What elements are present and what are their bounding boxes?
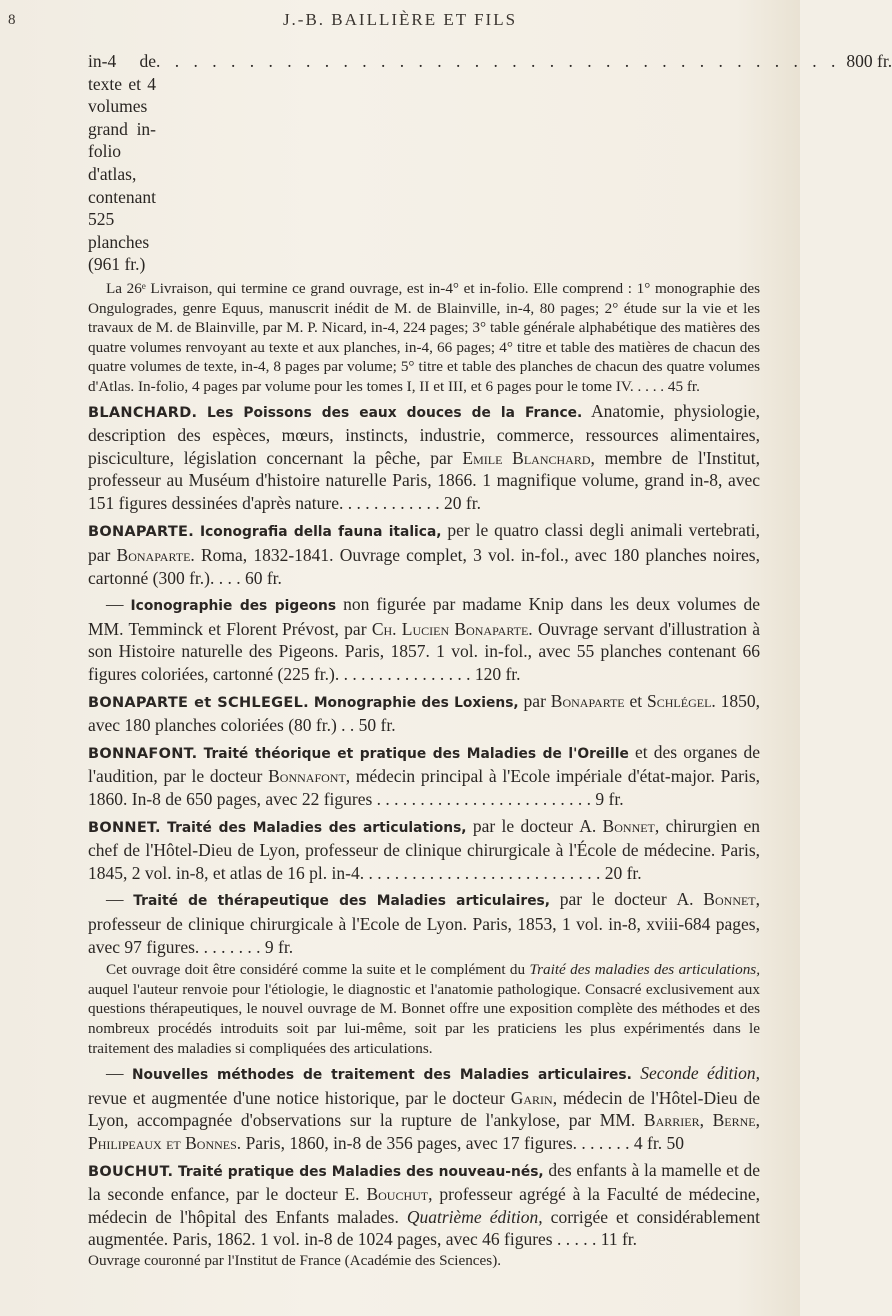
- entry-price: 800 fr.: [846, 51, 892, 71]
- entry-author-name: A. Bonnet,: [579, 815, 660, 836]
- entry-title: Traité des Maladies des articulations,: [167, 819, 467, 836]
- entry-price: 50 fr.: [358, 715, 396, 736]
- entry-author: BONNAFONT.: [88, 745, 198, 762]
- entry-note-price: 45 fr.: [667, 377, 700, 395]
- entry-author-name: Schlégel.: [647, 690, 716, 711]
- entry-title: Monographie des Loxiens,: [313, 694, 519, 711]
- entry-title: Nouvelles méthodes de traitement des Maladies articulaires.: [131, 1067, 632, 1084]
- entry-title: Traité de thérapeutique des Maladies articulaires,: [133, 893, 551, 910]
- entry-price: 20 fr.: [444, 492, 481, 513]
- entry-author-names: Barrier, Berne, Philipeaux et Bonnes.: [88, 1110, 760, 1153]
- running-head: J.-B. BAILLIÈRE ET FILS: [282, 10, 518, 29]
- entry-author: BONNET.: [88, 819, 161, 836]
- entry-author-name: Garin,: [510, 1087, 558, 1108]
- entry-price: 9 fr.: [264, 936, 294, 957]
- entry-author-name: Bonnafont,: [268, 766, 351, 787]
- entry-price: 60 fr.: [244, 567, 282, 588]
- entry-bouchut: BOUCHUT. Traité pratique des Maladies des nouveau-nés, des enfants à la mamelle et de la seconde enfance, par le docteur E. Bouchut, professeur agrégé à la Faculté de médecine, médecin de l'hôpital des Enfants malades. Quatrième édition, corrigée et considérablement augmentée. Paris, 1862. 1 vol. in-8 de 1024 pages, avec 46 figures . . . . . 11 fr.: [88, 1159, 761, 1250]
- entry-edition: Quatrième édition,: [406, 1206, 543, 1227]
- entry-title: Iconographie des pigeons: [130, 598, 337, 615]
- entry-bonnafont: BONNAFONT. Traité théorique et pratique des Maladies de l'Oreille et des organes de l'audition, par le docteur Bonnafont, médecin principal à l'Ecole impériale d'état-major. Paris, 1860. In-8 de 650 pages, avec 22 figures . . . . . . . . . . . . . . . . . . . . . . . . . 9 fr.: [88, 741, 761, 809]
- entry-price: 9 fr.: [595, 789, 624, 809]
- entry-bonaparte: BONAPARTE. Iconografia della fauna italica, per le quatro classi degli animali vertebrati, par Bonaparte. Roma, 1832-1841. Ouvrage complet, 3 vol. in-fol., avec 180 planches noires, cartonné (300 fr.). . . . 60 fr.: [88, 520, 760, 588]
- entry-author-name: Emile Blanchard,: [462, 447, 595, 468]
- entry-price: 11 fr.: [600, 1229, 638, 1250]
- entry-bonnet-therapeutique: — Traité de thérapeutique des Maladies articulaires, par le docteur A. Bonnet, professeur de clinique chirurgicale à l'Ecole de Lyon. Paris, 1853, 1 vol. in-8, xviii-684 pages, avec 97 figures. . . . . . . . 9 fr.: [88, 889, 761, 957]
- page-number: 8: [8, 12, 16, 28]
- entry-bonaparte-schlegel: BONAPARTE et SCHLEGEL. Monographie des Loxiens, par Bonaparte et Schlégel. 1850, avec 180 planches coloriées (80 fr.) . . 50 fr.: [88, 690, 761, 736]
- entry-pigeons: — Iconographie des pigeons non figurée par madame Knip dans les deux volumes de MM. Temminck et Florent Prévost, par Ch. Lucien Bonaparte. Ouvrage servant d'illustration à son Histoire naturelle des Pigeons. Paris, 1857. 1 vol. in-fol., avec 55 planches contenant 66 figures coloriées, cartonné (225 fr.). . . . . . . . . . . . . . . . 120 fr.: [88, 594, 761, 685]
- entry-title: Traité pratique des Maladies des nouveau-nés,: [177, 1163, 544, 1180]
- catalogue-entries: [88, 50, 892, 1270]
- entry-author-name: Bonaparte.: [116, 545, 195, 566]
- entry-author: BLANCHARD.: [88, 404, 198, 421]
- entry-title: Traité théorique et pratique des Maladies de l'Oreille: [203, 745, 629, 762]
- entry-title: Iconografia della fauna italica,: [199, 524, 442, 541]
- entry-author: BONAPARTE et SCHLEGEL.: [88, 694, 309, 711]
- entry-price: 20 fr.: [604, 862, 642, 883]
- entry-note: Cet ouvrage doit être considéré comme la suite et le complément du Traité des maladies des articulations, auquel l'auteur renvoie pour l'étiologie, le diagnostic et l'anatomie pathologique. Consacré exclusivement aux questions thérapeutiques, le nouvel ouvrage de M. Bonnet offre une exposition complète des méthodes et des nombreux procédés introduits soit par lui-même, soit par les praticiens les plus expérimentés dans le traitement des maladies si compliquées des articulations.: [88, 961, 761, 1057]
- entry-author-name: Bonaparte: [550, 690, 625, 711]
- page-header: [0, 6, 800, 36]
- entry-text: in-4 de texte et 4 volumes grand in-folio d'atlas, contenant 525 planches (961 fr.): [88, 51, 157, 275]
- entry-note: Ouvrage couronné par l'Institut de France (Académie des Sciences).: [88, 1251, 502, 1269]
- entry-note: La 26ᵉ Livraison, qui termine ce grand ouvrage, est in-4° et in-folio. Elle comprend : 1° monographie des Ongulogrades, genre Equus, manuscrit inédit de M. de Blainville, in-4, 80 pages; 2° étude sur la vie et les travaux de M. de Blainville, par M. P. Nicard, in-4, 224 pages; 3° table générale alphabétique des matières des quatre volumes renvoyant au texte et aux planches, in-4, 66 pages; 4° titre et table des matières de chacun des quatre volumes de texte, in-4, 8 pages par volume; 5° titre et table des planches de chacun des quatre volumes d'Atlas. In-folio, 4 pages par volume pour les tomes I, II et III, et 6 pages pour le tome IV. . . . . 45 fr.: [88, 279, 760, 395]
- entry-nouvelles-methodes: — Nouvelles méthodes de traitement des Maladies articulaires. Seconde édition, revue et augmentée d'une notice historique, par le docteur Garin, médecin de l'Hôtel-Dieu de Lyon, accompagnée d'observations sur la rupture de l'ankylose, par MM. Barrier, Berne, Philipeaux et Bonnes. Paris, 1860, in-8 de 356 pages, avec 17 figures. . . . . . . 4 fr. 50: [88, 1063, 761, 1153]
- entry-bonnet: BONNET. Traité des Maladies des articulations, par le docteur A. Bonnet, chirurgien en chef de l'Hôtel-Dieu de Lyon, professeur de clinique chirurgicale à l'École de médecine. Paris, 1845, 2 vol. in-8, et atlas de 16 pl. in-4. . . . . . . . . . . . . . . . . . . . . . . . . . . . 20 fr.: [88, 815, 761, 883]
- entry-price: 120 fr.: [474, 664, 521, 685]
- entry-edition: Seconde édition,: [640, 1063, 761, 1084]
- entry-author: BOUCHUT.: [88, 1163, 174, 1180]
- entry-author-name: A. Bonnet,: [676, 889, 761, 910]
- entry-price: 4 fr. 50: [633, 1132, 684, 1153]
- entry-title: Les Poissons des eaux douces de la France.: [206, 404, 583, 421]
- entry-author: BONAPARTE.: [88, 524, 195, 541]
- entry-author-name: Ch. Lucien Bonaparte.: [371, 618, 533, 639]
- entry-blanchard: BLANCHARD. Les Poissons des eaux douces de la France. Anatomie, physiologie, description des espèces, mœurs, instincts, industrie, commerce, ressources alimentaires, pisciculture, législation concernant la pêche, par Emile Blanchard, membre de l'Institut, professeur au Muséum d'histoire naturelle Paris, 1866. 1 magnifique volume, grand in-8, avec 151 figures dessinées d'après nature. . . . . . . . . . . . 20 fr.: [88, 400, 761, 513]
- entry-author-name: Bouchut,: [366, 1184, 433, 1205]
- entry-blainville-continuation: in-4 de texte et 4 volumes grand in-folio d'atlas, contenant 525 planches (961 fr.) . . . . . . . . . . . . . . . . . . . . . . . . . . . . . . . . . . . . . 800 fr. La 26ᵉ Livraison, qui termine ce grand ouvrage, est in-4° et in-folio. Elle comprend : 1° monographie des Ongulogrades, genre Equus, manuscrit inédit de M. de Blainville, in-4, 80 pages; 2° étude sur la vie et les travaux de M. de Blainville, par M. P. Nicard, in-4, 224 pages; 3° table générale alphabétique des matières des quatre volumes renvoyant au texte et aux planches, in-4, 66 pages; 4° titre et table des matières de chacun des quatre volumes de texte, in-4, 8 pages par volume; 5° titre et table des planches de chacun des quatre volumes d'Atlas. In-folio, 4 pages par volume pour les tomes I, II et III, et 6 pages pour le tome IV. . . . . 45 fr.: [88, 51, 892, 395]
